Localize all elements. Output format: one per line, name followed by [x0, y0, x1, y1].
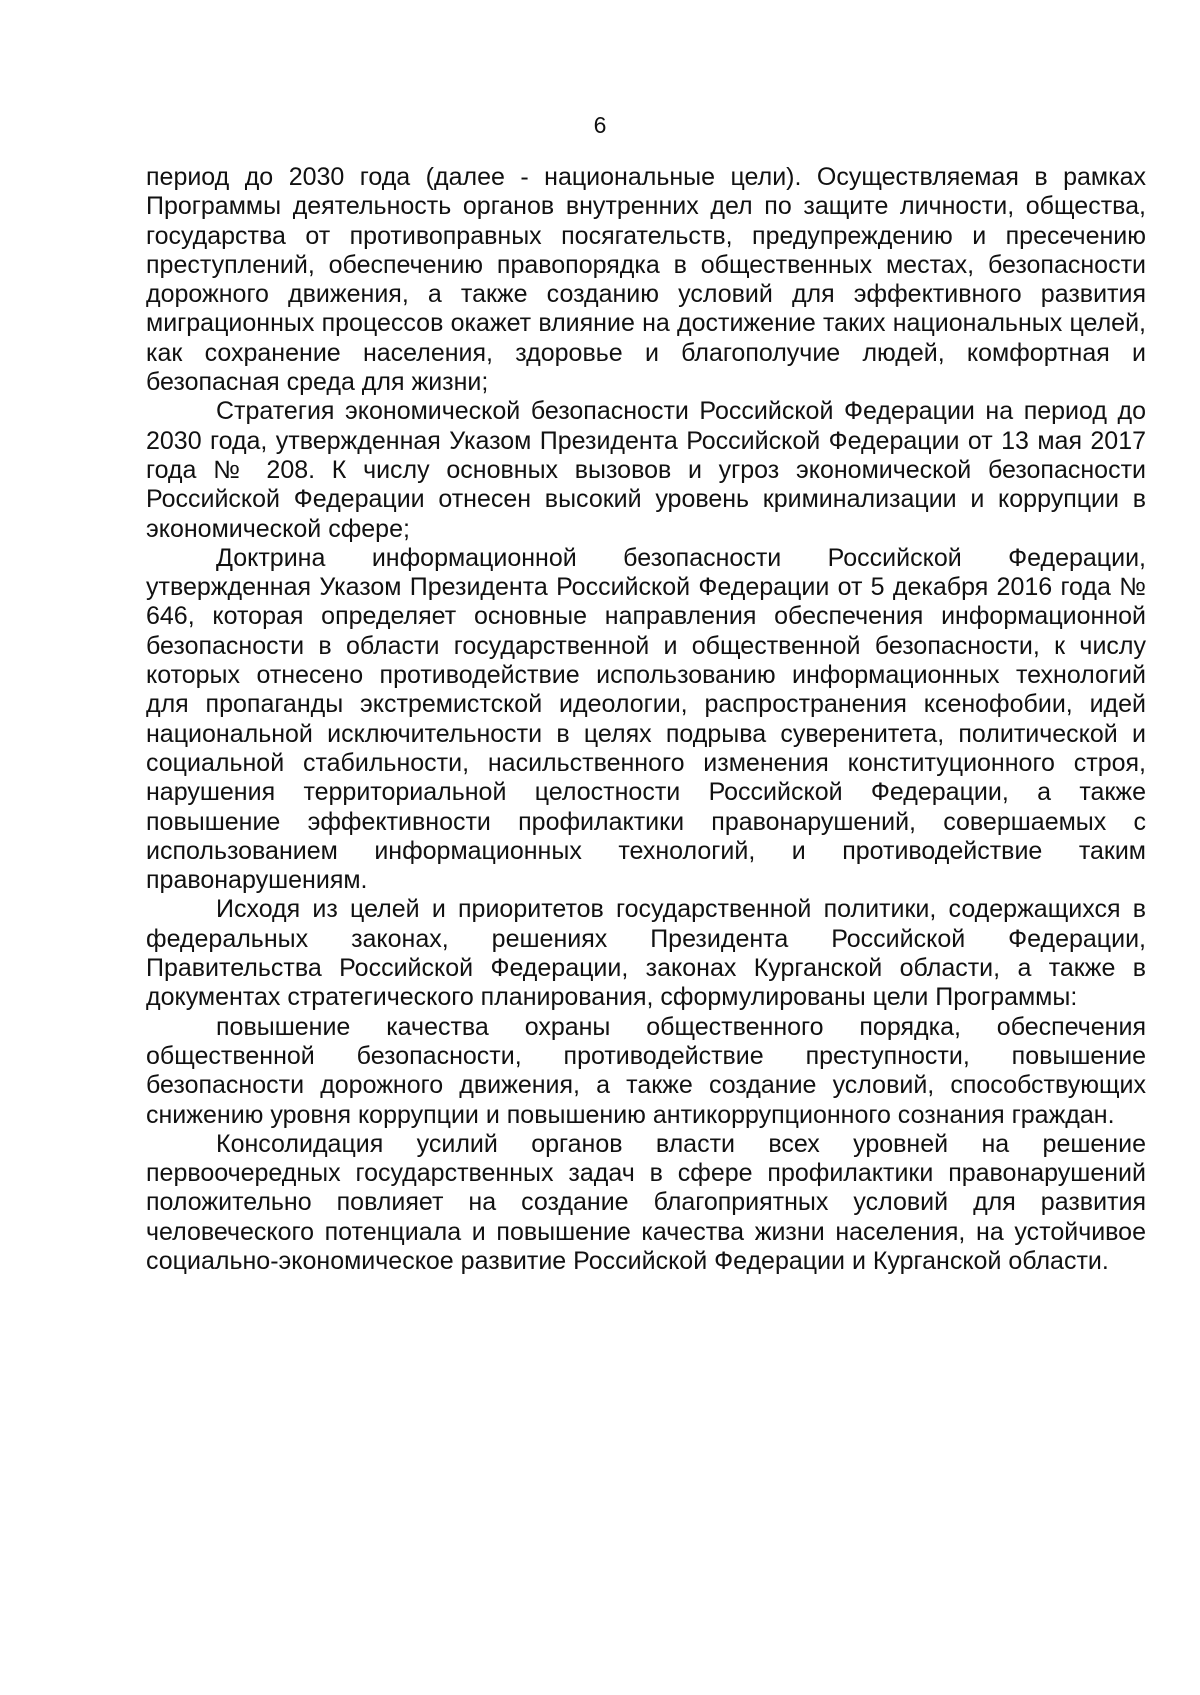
document-body [146, 163, 1146, 1276]
paragraph-national-goals: период до 2030 года (далее - национальные цели). Осуществляемая в рамках Программы деятельность органов внутренних дел по защите личности, общества, государства от противоправных посягательств, предупреждению и пресечению преступлений, обеспечению правопорядка в общественных местах, безопасности дорожного движения, а также созданию условий для эффективного развития миграционных процессов окажет влияние на достижение таких национальных целей, как сохранение населения, здоровье и благополучие людей, комфортная и безопасная среда для жизни; [146, 163, 1146, 397]
page-number: 6 [593, 112, 607, 138]
paragraph-consolidation: Консолидация усилий органов власти всех уровней на решение первоочередных государственных задач в сфере профилактики правонарушений положительно повлияет на создание благоприятных условий для развития человеческого потенциала и повышение качества жизни населения, на устойчивое социально-экономическое развитие Российской Федерации и Курганской области. [146, 1129, 1146, 1275]
paragraph-program-goals: повышение качества охраны общественного порядка, обеспечения общественной безопасности, противодействие преступности, повышение безопасности дорожного движения, а также создание условий, способствующих снижению уровня коррупции и повышению антикоррупционного сознания граждан. [146, 1012, 1146, 1129]
paragraph-information-security-doctrine: Доктрина информационной безопасности Российской Федерации, утвержденная Указом Президента Российской Федерации от 5 декабря 2016 года № 646, которая определяет основные направления обеспечения информационной безопасности в области государственной и общественной безопасности, к числу которых отнесено противодействие использованию информационных технологий для пропаганды экстремистской идеологии, распространения ксенофобии, идей национальной исключительности в целях подрыва суверенитета, политической и социальной стабильности, насильственного изменения конституционного строя, нарушения территориальной целостности Российской Федерации, а также повышение эффективности профилактики правонарушений, совершаемых с использованием информационных технологий, и противодействие таким правонарушениям. [146, 543, 1146, 895]
paragraph-economic-security-strategy: Стратегия экономической безопасности Российской Федерации на период до 2030 года, утвержденная Указом Президента Российской Федерации от 13 мая 2017 года № 208. К числу основных вызовов и угроз экономической безопасности Российской Федерации отнесен высокий уровень криминализации и коррупции в экономической сфере; [146, 397, 1146, 543]
paragraph-program-goals-intro: Исходя из целей и приоритетов государственной политики, содержащихся в федеральных законах, решениях Президента Российской Федерации, Правительства Российской Федерации, законах Курганской области, а также в документах стратегического планирования, сформулированы цели Программы: [146, 895, 1146, 1012]
